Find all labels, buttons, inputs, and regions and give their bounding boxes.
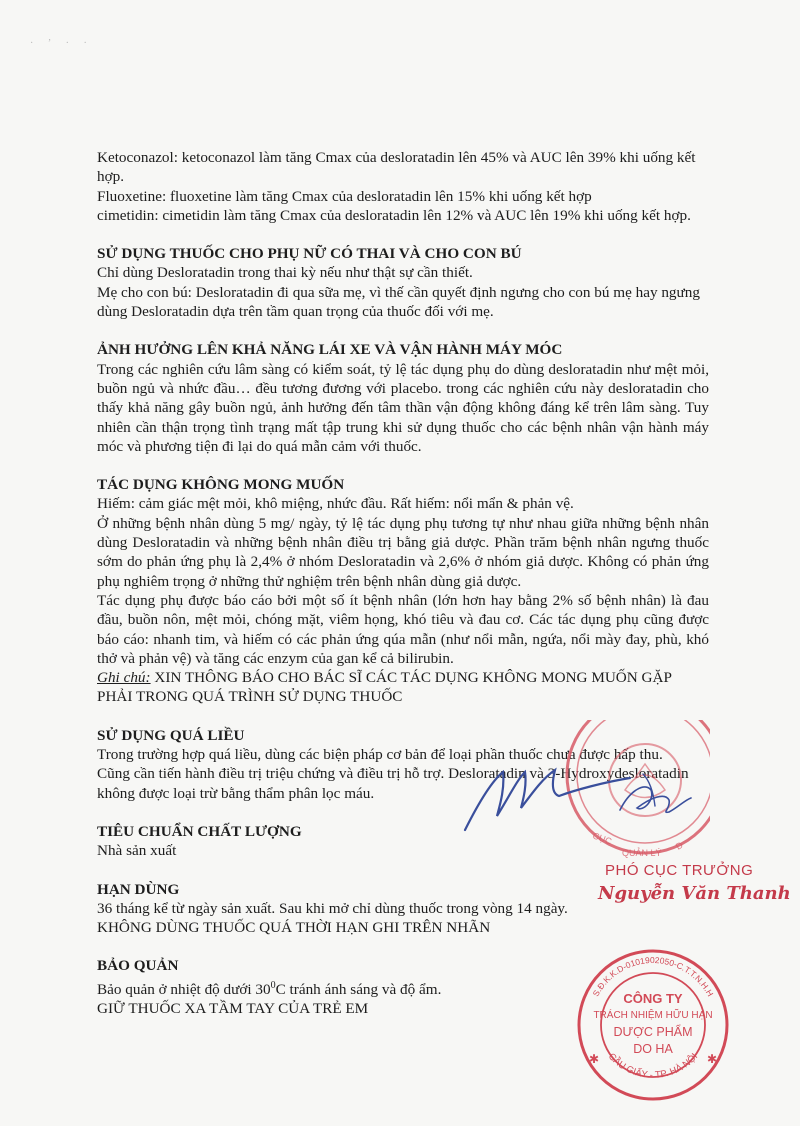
interaction-cimetidin: cimetidin: cimetidin làm tăng Cmax của desloratadin lên 12% và AUC lên 19% khi uống kết hợp.: [97, 206, 691, 224]
svg-text:✱: ✱: [589, 1052, 600, 1066]
adverse-text-1: Hiếm: cảm giác mệt mỏi, khô miệng, nhức đầu. Rất hiếm: nổi mẩn & phản vệ.: [97, 495, 574, 513]
pregnancy-heading: SỬ DỤNG THUỐC CHO PHỤ NỮ CÓ THAI VÀ CHO CON BÚ: [97, 245, 522, 263]
adverse-text-2: Ở những bệnh nhân dùng 5 mg/ ngày, tỷ lệ tác dụng phụ tương tự như nhau giữa những bệnh nhân dùng Desloratadin và những bệnh nhân điều trị bằng giả dược. Phần trăm bệnh nhân ngưng thuốc sớm do phản ứng phụ là 2,4% ở nhóm Desloratadin và 2,6% ở nhóm giả dược. Không có phản ứng phụ nghiêm trọng ở những thử nghiệm trên bệnh nhân dùng giả dược.: [97, 514, 709, 590]
quality-heading: TIÊU CHUẨN CHẤT LƯỢNG: [97, 822, 302, 840]
expiry-text-2: KHÔNG DÙNG THUỐC QUÁ THỜI HẠN GHI TRÊN NHÃN: [97, 919, 491, 937]
interaction-ketoconazol: Ketoconazol: ketoconazol làm tăng Cmax của desloratadin lên 45% và AUC lên 39% khi uống kết hợp.: [97, 149, 696, 186]
interaction-fluoxetine: Fluoxetine: fluoxetine làm tăng Cmax của desloratadin lên 15% khi uống kết hợp: [97, 187, 592, 205]
seal-line-3: DƯỢC PHẨM: [613, 1025, 693, 1039]
overdose-text-2: Cũng cần tiến hành điều trị triệu chứng và điều trị hỗ trợ. Desloratadin và 3-Hydroxydesloratadin không được loại trừ bằng thẩm phân lọc máu.: [97, 765, 689, 802]
storage-heading: BẢO QUẢN: [97, 957, 179, 975]
storage-text-2: GIỮ THUỐC XA TẦM TAY CỦA TRẺ EM: [97, 1000, 369, 1018]
signatory-role: PHÓ CỤC TRƯỞNG: [605, 862, 754, 879]
svg-text:D: D: [674, 839, 685, 852]
overdose-heading: SỬ DỤNG QUÁ LIỀU: [97, 726, 245, 744]
note-label: Ghi chú:: [97, 669, 151, 687]
seal-arc-bottom: CẦU GIẤY - TP. HÀ NỘI: [605, 1051, 701, 1081]
seal-line-4: DO HA: [633, 1042, 673, 1056]
driving-heading: ẢNH HƯỞNG LÊN KHẢ NĂNG LÁI XE VÀ VẬN HÀNH MÁY MÓC: [97, 341, 563, 359]
pregnancy-text-1: Chỉ dùng Desloratadin trong thai kỳ nếu như thật sự cần thiết.: [97, 264, 473, 282]
seal-line-2: TRÁCH NHIỆM HỮU HẠN: [593, 1010, 713, 1021]
svg-text:✱: ✱: [707, 1052, 718, 1066]
svg-text:CỤC: CỤC: [591, 830, 614, 847]
signatory-name: Nguyễn Văn Thanh: [598, 883, 791, 904]
driving-text: Trong các nghiên cứu lâm sàng có kiểm soát, tỷ lệ tác dụng phụ do dùng desloratadin như mệt mỏi, buồn ngủ và nhức đầu… đều tương đương với placebo. trong các nghiên cứu này desloratadin cho thấy khả năng gây buồn ngủ, ảnh hưởng đến tâm thần vận động không đáng kể trên lâm sàng. Tuy nhiên cần thận trọng tình trạng mất tập trung khi sử dụng thuốc cho các bệnh nhân vận hành máy móc và phương tiện đi lại do quá mẫn cảm với thuốc.: [97, 360, 709, 455]
storage-text-1b: C tránh ánh sáng và độ ẩm.: [275, 980, 442, 998]
overdose-text-1: Trong trường hợp quá liều, dùng các biện pháp cơ bản để loại phần thuốc chưa được hấp thu.: [97, 746, 663, 764]
pregnancy-text-2: Mẹ cho con bú: Desloratadin đi qua sữa mẹ, vì thế cần quyết định ngưng cho con bú mẹ hay ngưng dùng Desloratadin dựa trên tầm quan trọng của thuốc đối với mẹ.: [97, 283, 700, 321]
degree-sup: 0: [270, 979, 276, 991]
company-seal-center: [573, 990, 733, 1058]
adverse-heading: TÁC DỤNG KHÔNG MONG MUỐN: [97, 476, 345, 494]
adverse-note: [97, 668, 709, 707]
expiry-text-1: 36 tháng kể từ ngày sản xuất. Sau khi mở chỉ dùng thuốc trong vòng 14 ngày.: [97, 899, 568, 917]
seal-arc-top: S.Đ.K.K.D-0101902050-C.T.T.N.H.H: [590, 954, 716, 999]
signature: [455, 750, 715, 840]
svg-text:QUẢN LÝ: QUẢN LÝ: [622, 848, 662, 858]
note-text: XIN THÔNG BÁO CHO BÁC SĨ CÁC TÁC DỤNG KHÔNG MONG MUỐN GẶP PHẢI TRONG QUÁ TRÌNH SỬ DỤNG THUỐC: [97, 669, 672, 706]
storage-text-1a: Bảo quản ở nhiệt độ dưới 30: [97, 980, 271, 998]
quality-text: Nhà sản xuất: [97, 842, 177, 860]
seal-line-1: CÔNG TY: [623, 991, 683, 1006]
adverse-text-3: Tác dụng phụ được báo cáo bởi một số ít bệnh nhân (lớn hơn hay bằng 2% số bệnh nhân) là đau đầu, buồn nôn, mệt mỏi, chóng mặt, viêm họng, khó tiêu và đau cơ. Các tác dụng phụ cũng được báo cáo: nhanh tim, và hiếm có các phản ứng qúa mẫn (như nổi mẫn, ngứa, nổi mày đay, phù, khó thở và phản vệ) và tăng các enzym của gan kể cả bilirubin.: [97, 591, 709, 667]
expiry-heading: HẠN DÙNG: [97, 880, 180, 898]
scan-specks: · ʼ · ·: [30, 38, 93, 49]
